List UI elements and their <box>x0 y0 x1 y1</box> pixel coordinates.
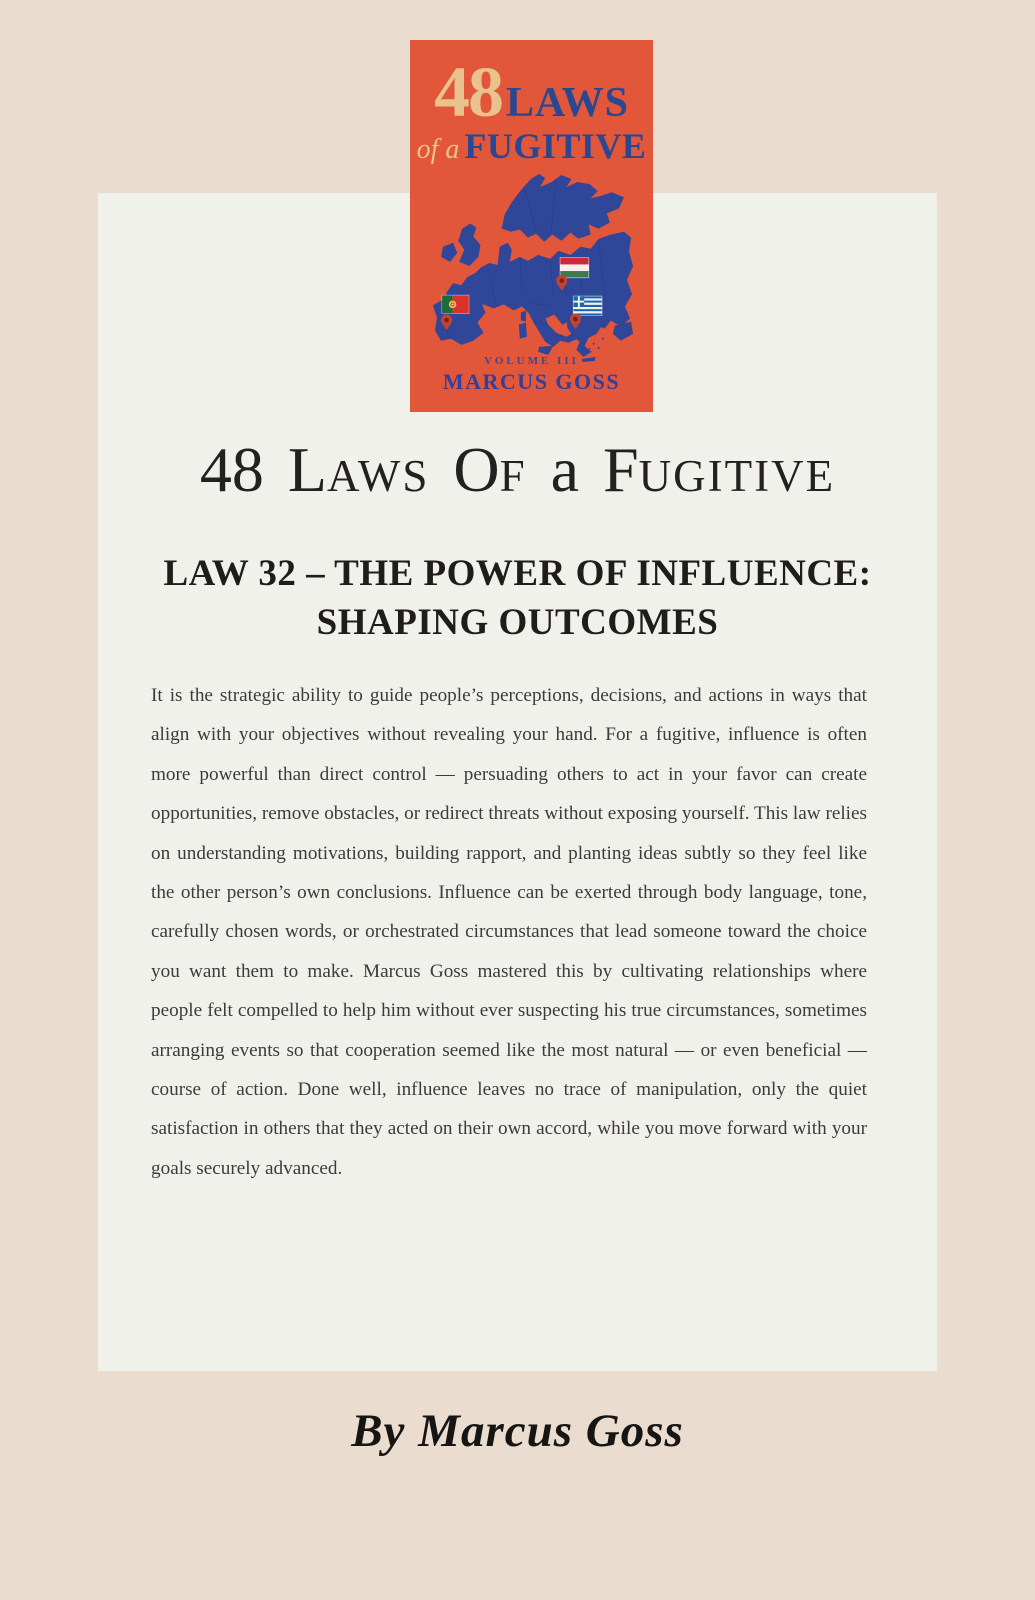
cover-volume-label: VOLUME III <box>484 355 579 367</box>
law-heading-line1: LAW 32 – THE POWER OF INFLUENCE: <box>163 553 872 594</box>
law-heading-line2: SHAPING OUTCOMES <box>316 602 719 643</box>
page-title <box>0 434 1035 519</box>
portugal-flag-icon <box>441 295 469 314</box>
title-word: a <box>550 434 580 505</box>
title-word: LAWS <box>287 434 430 505</box>
cover-fugitive: FUGITIVE <box>464 126 647 166</box>
hungary-flag-icon <box>559 257 588 278</box>
cover-author-name: MARCUS GOSS <box>442 369 621 394</box>
cover-of-a: of a <box>416 134 460 165</box>
body-paragraph: It is the strategic ability to guide people’s perceptions, decisions, and actions in ways that align with your objectives without revealing your hand. For a fugitive, influence is often more powerful than direct control — persuading others to act in your favor can create opportunities, remove obstacles, or redirect threats without exposing yourself. This law relies on understanding motivations, building rapport, and planting ideas subtly so they feel like the other person’s own conclusions. Influence can be exerted through body language, tone, carefully chosen words, or orchestrated circumstances that lead someone toward the choice you want them to make. Marcus Goss mastered this by cultivating relationships where people felt compelled to help him without ever suspecting his true circumstances, sometimes arranging events so that cooperation seemed like the most natural — or even beneficial — course of action. Done well, influence leaves no trace of manipulation, only the quiet satisfaction in others that they acted on their own accord, while you move forward with your goals securely advanced. <box>151 685 867 1179</box>
greece-flag-icon <box>572 296 601 316</box>
cover-title-line1 <box>410 52 653 132</box>
title-word: OF <box>453 434 527 505</box>
cover-title-line2 <box>410 128 653 164</box>
byline: By Marcus Goss <box>351 1405 684 1457</box>
europe-map-icon <box>429 174 635 362</box>
book-cover <box>410 40 653 412</box>
title-word: 48 <box>199 434 264 505</box>
cover-number: 48 <box>433 52 502 132</box>
title-word: FUGITIVE <box>603 434 836 505</box>
law-heading <box>0 549 1035 647</box>
cover-laws: LAWS <box>505 80 630 126</box>
